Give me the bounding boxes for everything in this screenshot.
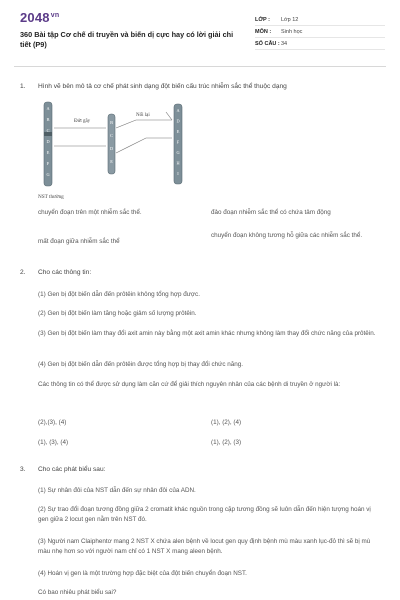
header [0,0,400,66]
meta-key: MÔN : [255,28,272,35]
question-number: 1. [20,83,26,90]
answer-option-d[interactable]: chuyển đoạn không tương hỗ giữa các nhiễm sắc thể. [211,232,363,239]
question-prompt: Các thông tin có thể được sử dụng làm căn cứ để giải thích nguyên nhân của các bệnh di truyền ở người là: [38,381,341,388]
question-text: Cho các thông tin: [38,269,92,276]
answer-option-a[interactable]: (2),(3), (4) [38,419,67,426]
statement-item: (2) Sự trao đổi đoạn tương đồng giữa 2 cromatit khác nguồn trong cặp tương đồng sẽ luôn dẫn đến hiện tượng hoán vị gen giữa 2 locut gen nằm trên NST đó. [38,506,371,523]
statement-item: (4) Hoán vị gen là một trường hợp đặc biệt của đột biến chuyển đoạn NST. [38,570,247,577]
gene-letter: G [46,172,50,177]
answer-option-c[interactable]: (1), (3), (4) [38,439,69,446]
question-number: 2. [20,269,26,276]
info-item: (3) Gen bị đột biến làm thay đổi axit amin này bằng một axit amin khác nhưng không làm thay đổi chức năng của prôtêin. [38,330,376,337]
answer-option-b[interactable]: (1), (2), (4) [211,419,242,426]
gene-letter: E [46,150,50,155]
answer-option-d[interactable]: (1), (2), (3) [211,439,242,446]
question-prompt: Có bao nhiêu phát biểu sai? [38,589,117,596]
answer-option-c[interactable]: mất đoạn giữa nhiễm sắc thể [38,238,120,245]
gene-letter: D [176,118,180,124]
gene-letter: E [110,159,113,164]
chromosome-left [44,102,52,186]
answer-option-b[interactable]: đảo đoạn nhiễm sắc thể có chứa tâm động [211,209,331,216]
meta-row-class [255,14,385,26]
gene-letter: D [46,139,50,144]
statement-item: (3) Người nam Claiphentơ mang 2 NST X chứa alen bệnh về locut gen quy định bệnh mù màu xanh lục-đỏ thì sẽ bị mù màu nhẹ hơn so với người nam chỉ có 1 NST X mang aleen bệnh. [38,538,371,555]
meta-value: Lớp 12 [281,16,299,23]
info-item: (4) Gen bị đột biến dẫn đến prôtêin được tổng hợp bị thay đổi chức năng. [38,361,244,368]
question-text: Hình vẽ bên mô tả cơ chế phát sinh dạng đột biến cấu trúc nhiễm sắc thể thuộc dạng [38,83,287,90]
gene-letter: C [46,128,50,133]
brand-logo[interactable] [20,10,59,25]
info-item: (2) Gen bị đột biến làm tăng hoặc giảm số lượng prôtêin. [38,310,197,317]
info-item: (1) Gen bị đột biến dẫn đến prôtêin không tổng hợp được. [38,291,200,298]
chromosome-middle [108,114,115,174]
gene-letter: B [46,117,50,122]
gene-letter: E [176,129,180,134]
meta-value: Sinh học [281,28,303,35]
gene-letter: F [46,161,50,166]
meta-key: SỐ CÂU : [255,40,280,47]
question-2 [20,268,380,278]
answer-option-a[interactable]: chuyển đoạn trên một nhiễm sắc thể. [38,209,142,216]
header-divider [14,66,386,67]
document-title: 360 Bài tập Cơ chế di truyền và biến dị cực hay có lời giải chi tiết (P9) [20,30,234,49]
chromosome-right [174,104,182,184]
question-3 [20,465,380,475]
chromosome-figure [36,98,196,204]
gene-letter: A [176,108,180,113]
label-normal: NST thường [38,194,64,200]
gene-letter: B [110,120,113,125]
gene-letter: H [176,160,180,166]
meta-value: 34 [281,40,288,47]
statement-item: (1) Sự nhân đôi của NST dẫn đến sự nhân đôi của ADN. [38,487,196,494]
meta-row-count [255,38,385,50]
meta-table [255,14,385,50]
brand-name: 2048 [20,10,50,25]
gene-letter: I [177,171,179,176]
label-join: Nối lại [136,113,150,118]
gene-letter: C [110,133,113,138]
gene-letter: A [46,106,50,111]
question-text: Cho các phát biểu sau: [38,466,106,473]
meta-key: LỚP : [255,16,270,23]
meta-row-subject [255,26,385,38]
gene-letter: G [176,150,180,155]
label-break: Đứt gãy [74,119,91,124]
gene-letter: D [109,146,114,151]
brand-suffix: vn [50,11,60,19]
question-1 [20,82,380,92]
gene-letter: F [176,139,180,145]
question-number: 3. [20,466,26,473]
